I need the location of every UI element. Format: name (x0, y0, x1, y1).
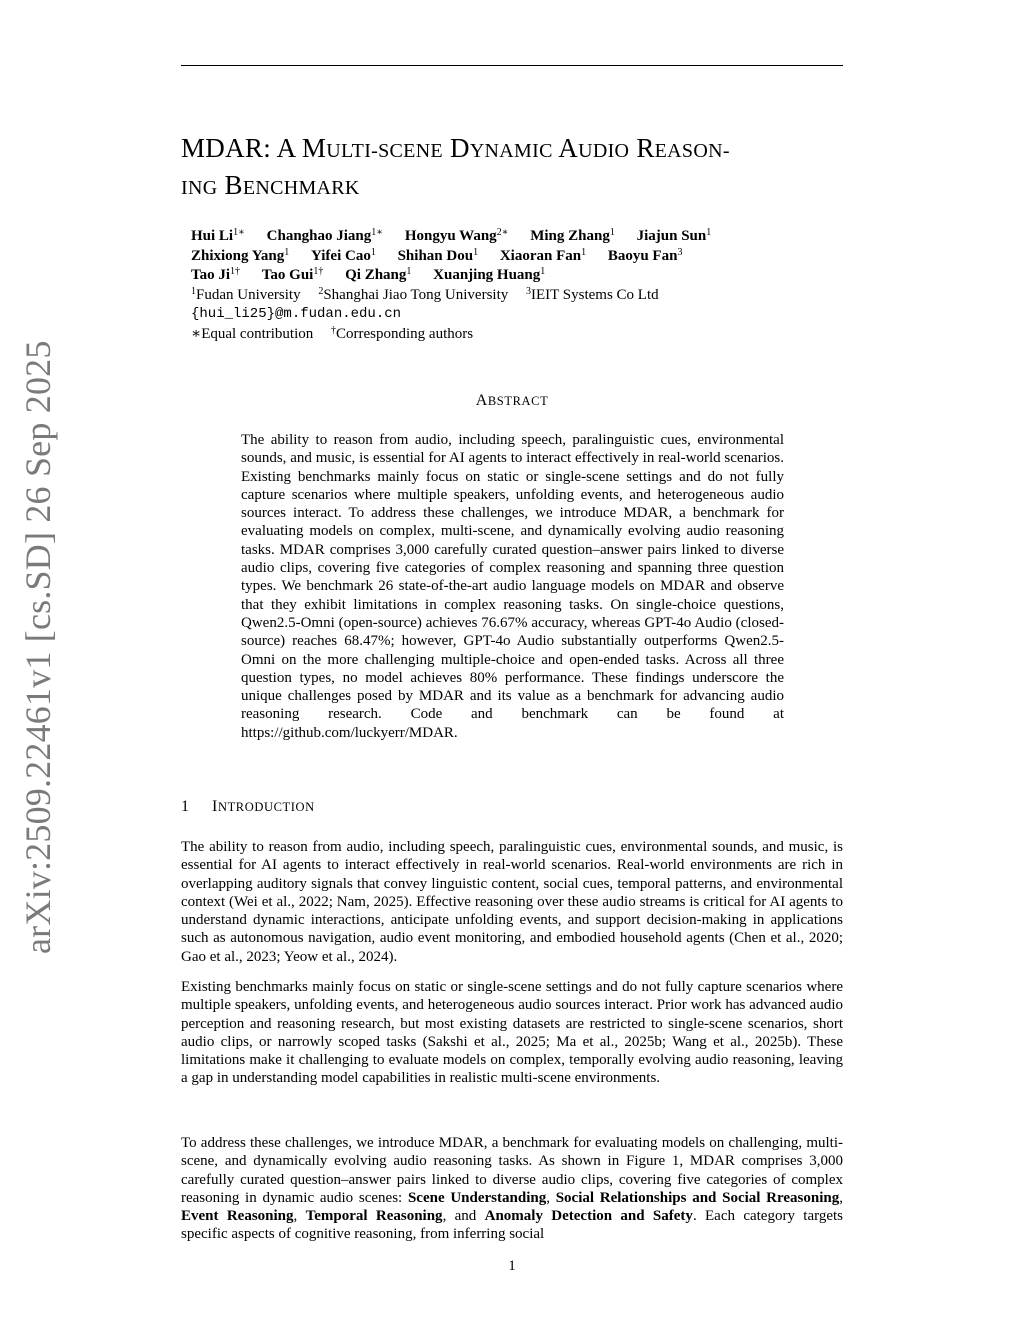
author-sup: 1 (609, 227, 615, 238)
paragraph: To address these challenges, we introduce MDAR, a benchmark for evaluating models on challenging, multi-scene, and dynamically evolving audio reasoning tasks. As shown in Figure 1, MDAR comprises 3,000 carefully curated question–answer pairs linked to diverse audio clips, covering five categories of complex reasoning in dynamic audio scenes: Scene Understanding, Social Relationships and Social Rreasoning, Event Reasoning, Temporal Reasoning, and Anomaly Detection and Safety. Each category targets specific aspects of cognitive reasoning, from inferring social (181, 1135, 843, 1243)
author-name: Shihan Dou (397, 247, 474, 264)
author-name: Hui Li (191, 228, 234, 244)
corresponding-note: Corresponding authors (336, 325, 474, 342)
author-name: Jiajun Sun (636, 228, 707, 244)
author-line (191, 247, 831, 267)
author-sup: 3 (677, 246, 683, 258)
author-name: Changhao Jiang (266, 228, 372, 244)
author-sup: 2∗ (496, 227, 509, 238)
author-line (191, 266, 831, 286)
affiliation: Fudan University (196, 286, 301, 303)
paper-title: MDAR: A MULTI-SCENE DYNAMIC AUDIO REASON- ING BENCHMARK (181, 133, 730, 200)
footnote-legend: ∗Equal contribution †Corresponding authors (191, 324, 474, 342)
author-name: Ming Zhang (530, 228, 610, 244)
section-heading-introduction: 1 INTRODUCTION (181, 798, 315, 815)
author-name: Tao Gui (261, 267, 314, 283)
author-sup: 1 (706, 227, 712, 238)
author-name: Xiaoran Fan (499, 247, 582, 264)
affiliation: Shanghai Jiao Tong University (323, 286, 509, 303)
author-name: Hongyu Wang (404, 228, 497, 244)
author-sup: 1∗ (233, 227, 245, 238)
author-sup: 1 (284, 246, 290, 258)
author-name: Qi Zhang (345, 267, 407, 283)
author-sup: 1 (473, 246, 479, 258)
author-name: Baoyu Fan (607, 247, 678, 264)
header-rule (181, 65, 843, 66)
arxiv-side-label: arXiv:2509.22461v1 [cs.SD] 26 Sep 2025 (18, 340, 58, 954)
paragraph: Existing benchmarks mainly focus on static or single-scene settings and do not fully capture scenarios where multiple speakers, unfolding events, and heterogeneous audio sources interact. Prior work has advanced audio perception and reasoning research, but most existing datasets are restricted to single-scene scenarios, short audio clips, or narrowly scoped tasks (Sakshi et al., 2025; Ma et al., 2025b; Wang et al., 2025b). These limitations make it challenging to evaluate models on complex, temporally evolving audio reasoning, leaving a gap in understanding model capabilities in realistic multi-scene environments. (181, 979, 843, 1087)
author-name: Xuanjing Huang (433, 267, 541, 283)
email: {hui_li25}@m.fudan.edu.cn (191, 306, 402, 322)
author-name: Tao Ji (191, 267, 231, 283)
affiliation: IEIT Systems Co Ltd (531, 286, 659, 303)
abstract-heading: ABSTRACT (475, 392, 549, 409)
affiliations: $^1$Fudan University $^2$Shanghai Jiao Tong University $^3$IEIT Systems Co Ltd (191, 285, 659, 303)
author-name: Zhixiong Yang (191, 247, 285, 264)
author-sup: 1 (370, 246, 376, 258)
page-number: 1 (508, 1258, 516, 1274)
author-sup: 1† (313, 266, 324, 277)
author-sup: 1† (230, 266, 241, 277)
author-name: Yifei Cao (310, 247, 371, 264)
equal-contribution-note: ∗Equal contribution (191, 325, 314, 342)
author-sup: 1 (406, 266, 412, 277)
author-sup: 1 (581, 246, 587, 258)
paragraph: The ability to reason from audio, including speech, paralinguistic cues, environmental sounds, and music, is essential for AI agents to interact effectively in real-world scenarios. Real-world environments are rich in overlapping auditory signals that convey linguistic content, social cues, temporal patterns, and environmental context (Wei et al., 2022; Nam, 2025). Effective reasoning over these audio streams is critical for AI agents to understand dynamic interactions, anticipate unfolding events, and support decision-making in applications such as autonomous navigation, audio event monitoring, and embodied household agents (Chen et al., 2020; Gao et al., 2023; Yeow et al., 2024). (181, 839, 843, 965)
author-sup: 1∗ (371, 227, 384, 238)
author-line (191, 227, 831, 247)
author-block (191, 227, 831, 344)
abstract-text: The ability to reason from audio, including speech, paralinguistic cues, environmental sounds, and music, is essential for AI agents to interact effectively in real-world scenarios. Existing benchmarks mainly focus on static or single-scene settings and do not fully capture scenarios where multiple speakers, unfolding events, and heterogeneous audio sources interact. To address these challenges, we introduce MDAR, a benchmark for evaluating models on complex, multi-scene, and dynamically evolving audio reasoning tasks. MDAR comprises 3,000 carefully curated question–answer pairs linked to diverse audio clips, covering five categories of complex reasoning and spanning three question types. We benchmark 26 state-of-the-art audio language models on MDAR and observe that they exhibit limitations in complex reasoning tasks. On single-choice questions, Qwen2.5-Omni (open-source) achieves 76.67% accuracy, whereas GPT-4o Audio (closed-source) reaches 68.47%; however, GPT-4o Audio substantially outperforms Qwen2.5-Omni on the more challenging multiple-choice and open-ended tasks. Across all three question types, no model achieves 80% performance. These findings underscore the unique challenges posed by MDAR and its value as a benchmark for advancing audio reasoning research. Code and benchmark can be found at https://github.com/luckyerr/MDAR. (241, 432, 784, 741)
author-sup: 1 (540, 266, 546, 277)
